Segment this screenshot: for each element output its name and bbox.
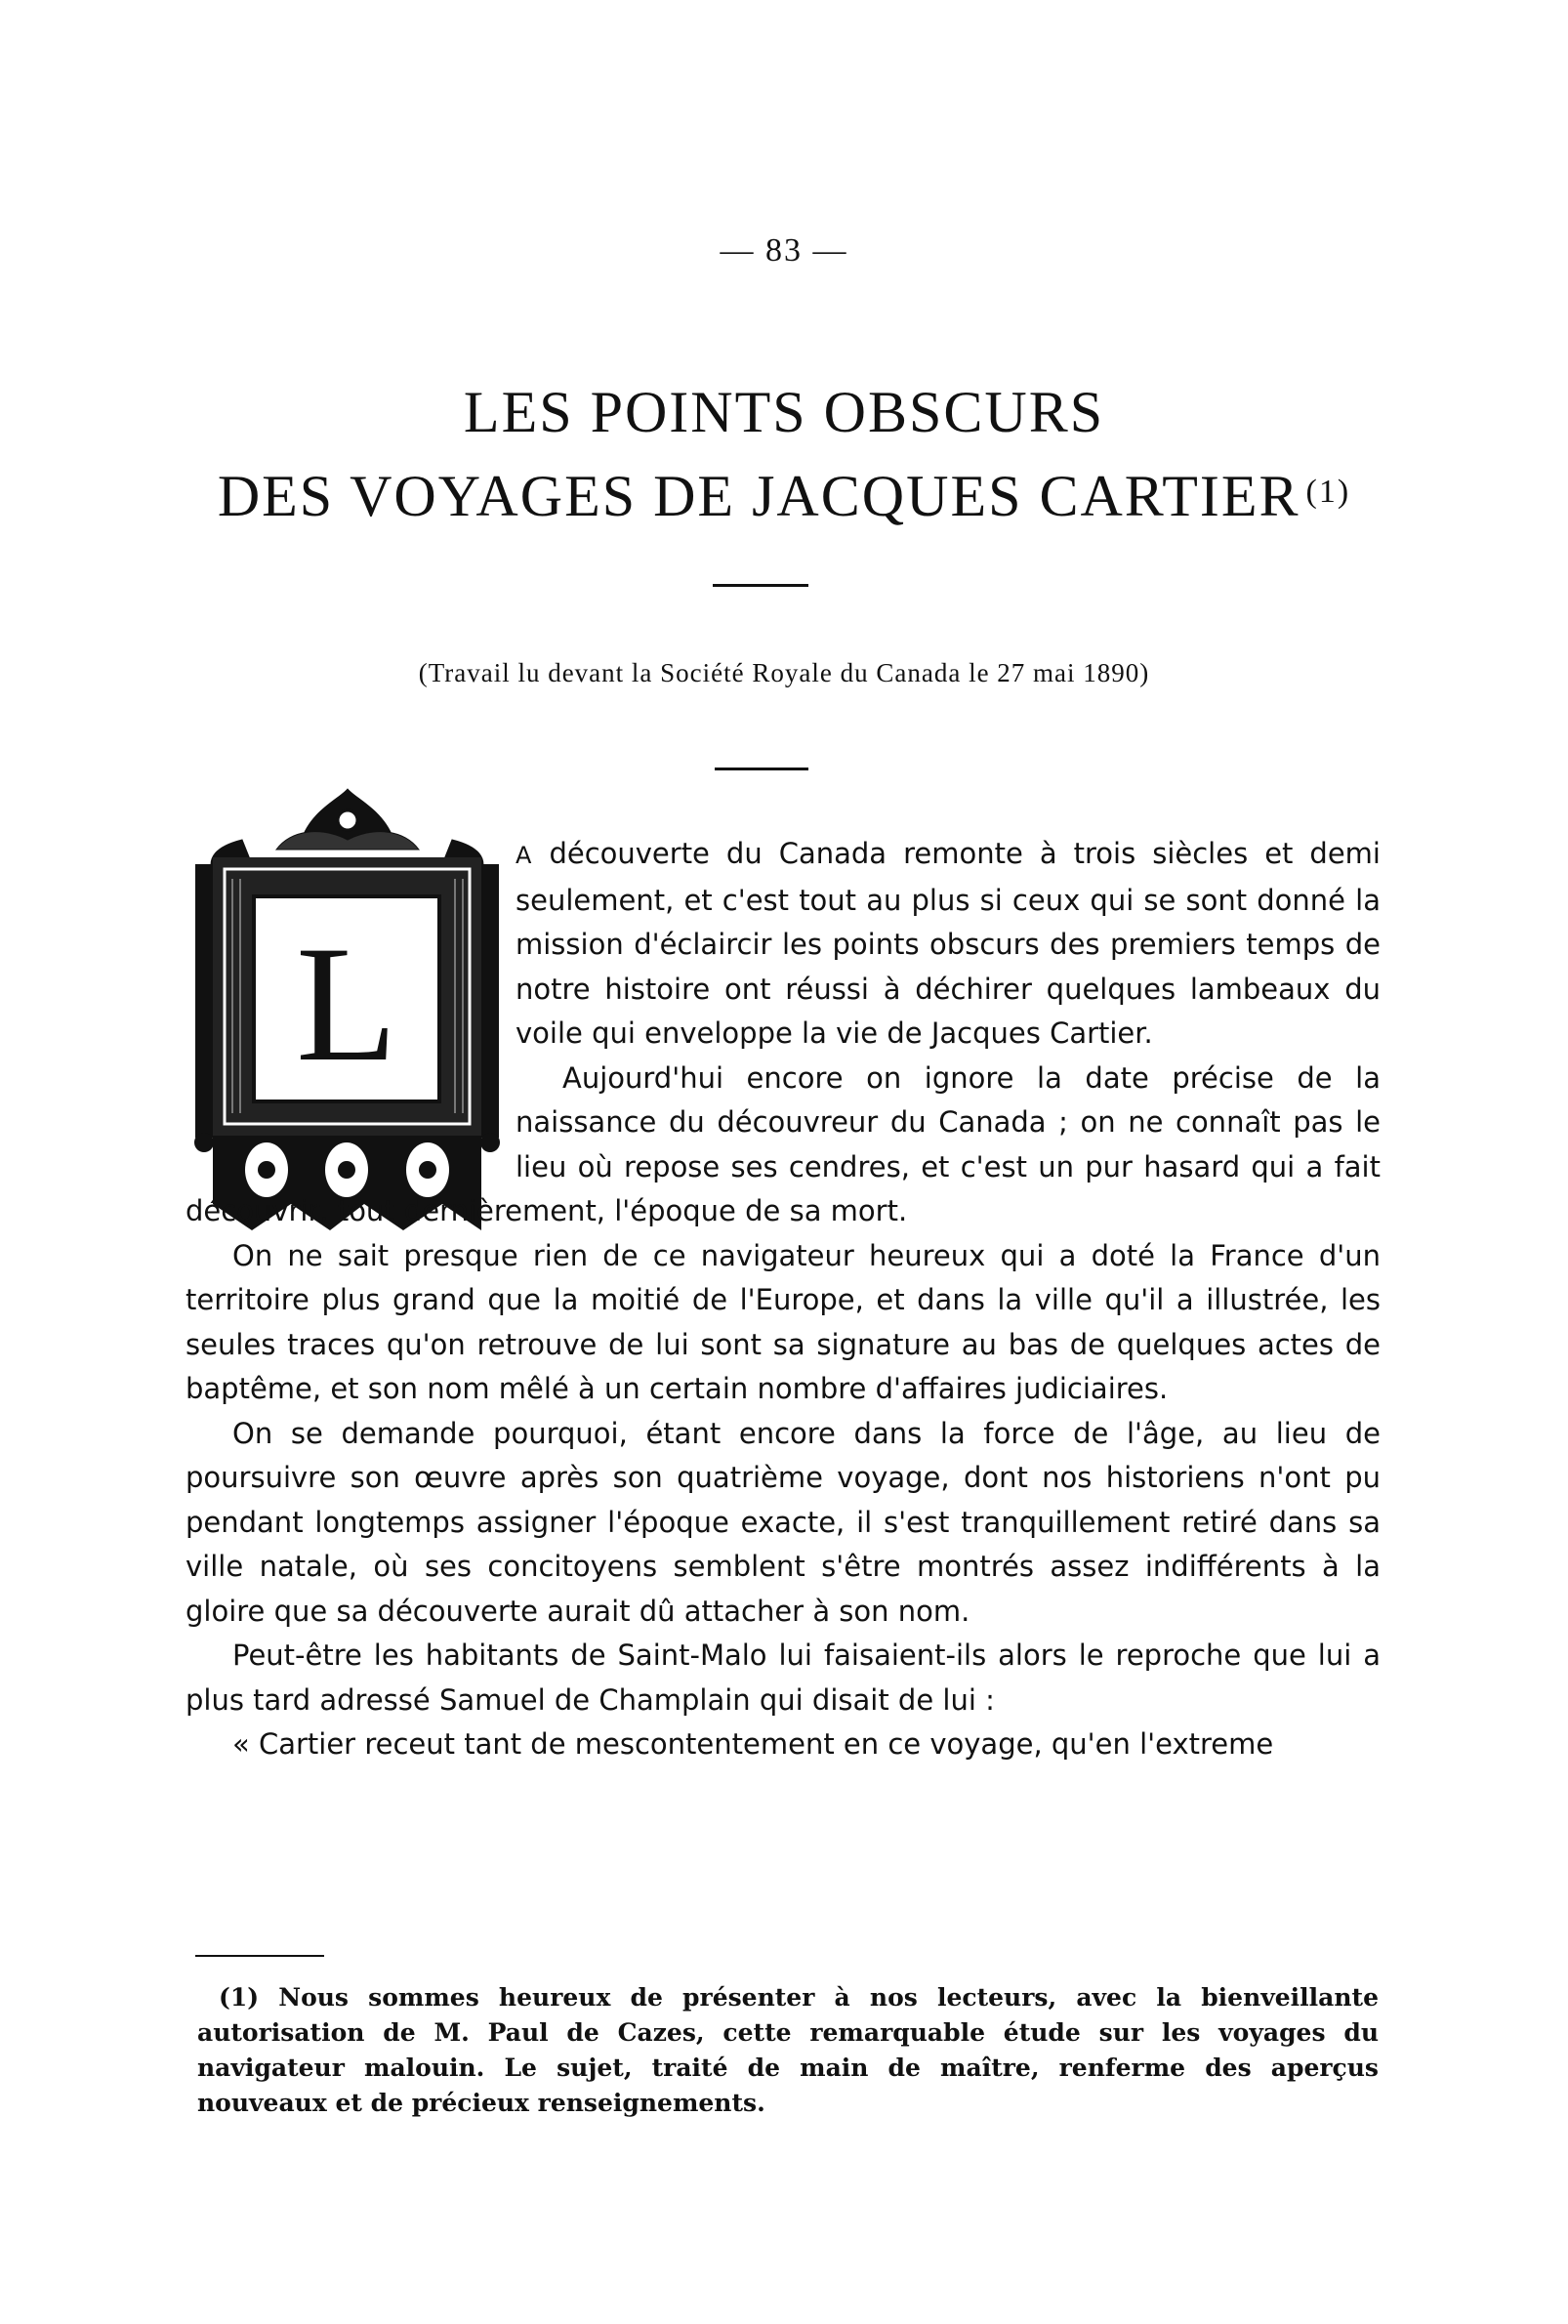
title-line-1 xyxy=(0,380,1568,444)
footnote-text: Nous sommes heureux de présenter à nos lecteurs, avec la bienveillante autorisation de M. Paul de Cazes, cette remarquable étude sur les voyages du navigateur malouin. Le sujet, traité de main de maître, renferme des aperçus nouveaux et de précieux renseignements. xyxy=(197,1983,1379,2117)
footnote-mark: (1) xyxy=(219,1983,260,2012)
paragraph-6: « Cartier receut tant de mescontentement en ce voyage, qu'en l'extreme xyxy=(232,1727,1274,1761)
paragraph-1-text: découverte du Canada remonte à trois siècles et demi seulement, et c'est tout au plus si ceux qui se sont donné la mission d'éclaircir les points obscurs des premiers temps de notre histoire ont réussi à déchirer quelques lambeaux du voile qui enveloppe la vie de Jacques Cartier. xyxy=(516,837,1381,1050)
title-line-2 xyxy=(0,464,1568,528)
title-line-1-text: LES POINTS OBSCURS xyxy=(463,380,1105,444)
paragraph-2: Aujourd'hui encore on ignore la date précise de la naissance du découvreur du Canada ; on ne connaît pas le lieu où repose ses cendres, et c'est un pur hasard qui a fait découvrir, tout dernièrement, l'époque de sa mort. xyxy=(186,1060,1381,1227)
drop-cap-space xyxy=(186,832,516,1183)
paragraph-4: On se demande pourquoi, étant encore dans la force de l'âge, au lieu de poursuivre son œuvre après son quatrième voyage, dont nos historiens n'ont pu pendant longtemps assigner l'époque exacte, il s'est tranquillement retiré dans sa ville natale, où ses concitoyens semblent s'être montrés assez indifférents à la gloire que sa découverte aurait dû attacher à son nom. xyxy=(186,1416,1381,1628)
footnote-divider xyxy=(195,1955,324,1957)
page-number: — 83 — xyxy=(720,232,848,269)
drop-cap-letter: L xyxy=(296,912,397,1096)
paragraph-1-smallcap: A xyxy=(516,842,533,869)
subtitle: (Travail lu devant la Société Royale du Canada le 27 mai 1890) xyxy=(418,658,1150,687)
title-divider xyxy=(713,584,808,587)
paragraph-3: On ne sait presque rien de ce navigateur heureux qui a doté la France d'un territoire plus grand que la moitié de l'Europe, et dans la ville qu'il a illustrée, les seules traces qu'on retrouve de lui sont sa signature au bas de quelques actes de baptême, et son nom mêlé à un certain nombre d'affaires judiciaires. xyxy=(186,1238,1381,1405)
subtitle-divider xyxy=(715,768,808,770)
title-line-2-text: DES VOYAGES DE JACQUES CARTIER xyxy=(217,464,1300,528)
title-footnote-mark: (1) xyxy=(1305,474,1351,510)
footnote xyxy=(197,1980,1379,2121)
body-text xyxy=(186,832,1381,1767)
paragraph-5: Peut-être les habitants de Saint-Malo lui faisaient-ils alors le reproche que lui a plus tard adressé Samuel de Champlain qui disait de lui : xyxy=(186,1639,1381,1717)
